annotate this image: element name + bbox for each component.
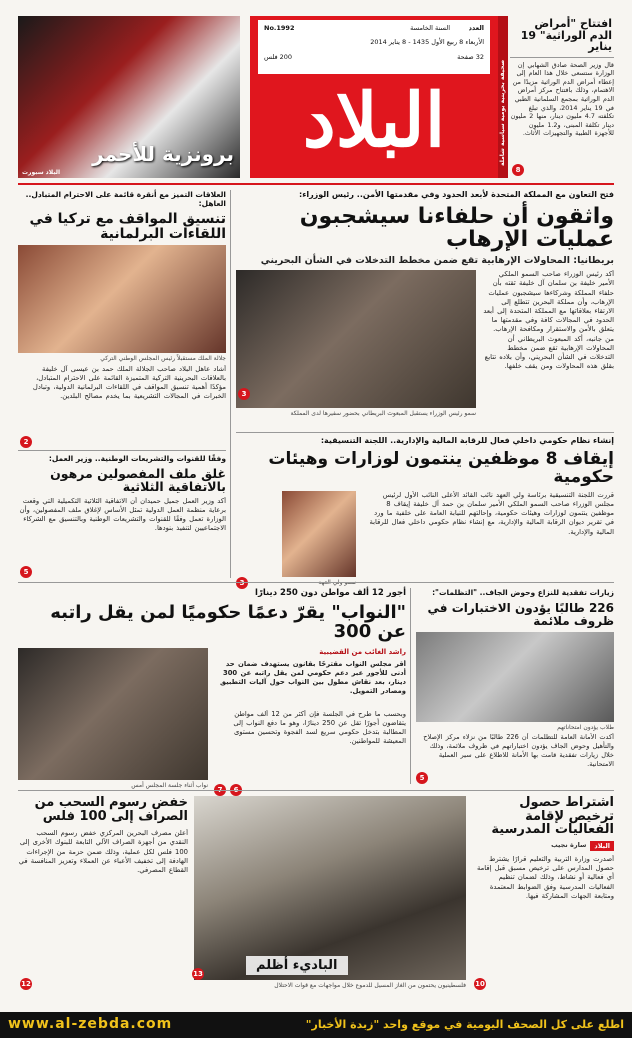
issue-date: الأربعاء 8 ربيع الأول 1435 - 8 يناير 2014 (370, 38, 484, 46)
school-events-source: البلاد (590, 841, 614, 851)
school-events-author: سارة نجيب (551, 840, 587, 849)
second-story-body: قررت اللجنة التنسيقية برئاسة ولي العهد نائب القائد الأعلى النائب الأول لرئيس مجلس الوزراء صاحب السمو الملكي الأمير سلمان بن حمد آل خليفة إيقاف 8 موظفين ينتمون لوزارات وهيئات حكومية، وإحالتهم للنيابة العامة على خلفية ما ورد في تقرير ديوان الرقابة المالية والإدارية، مع إنشاء نظام حكومي داخلي فعال للرقابة المالية والإدارية. (369, 490, 614, 536)
left-story-1-caption: جلالة الملك مستقبلاً رئيس المجلس الوطني التركي (100, 355, 226, 363)
lead-story-body: أكد رئيس الوزراء صاحب السمو الملكي الأمير خليفة بن سلمان آل خليفة ثقته بأن حلفاء المملكة وشركاءها سيشجبون عمليات الإرهاب، وأن مملكة البحرين تتطلع إلى الارتقاء بعلاقاتها مع المملكة المتحدة إلى أبعد الحدود في المجالات كافة وفي مقدمتها ما يتعلق بالأمن والاستقرار ومكافحة الإرهاب. من جانبه، أكد المبعوث البريطاني أن المحاولات الإرهابية تقع ضمن مخطط التدخلات في الشأن البحريني، وأن بلاده تتابع بقلق هذه المحاولات ومن يقف خلفها. (483, 270, 614, 371)
year-label: السنة الخامسة (410, 24, 450, 32)
parliament-story-headline: "النواب" يقرّ دعمًا حكوميًا لمن يقل راتبه عن 300 (50, 602, 406, 642)
sports-teaser-title: برونزية للأحمر (92, 142, 234, 166)
exam-story-page-badge[interactable]: 5 (416, 772, 428, 784)
exam-story-headline: 226 طالبًا يؤدون الاختبارات في ظروف ملائمة (427, 601, 614, 628)
page-count: 32 صفحة (457, 53, 484, 61)
footer-banner[interactable] (0, 1012, 632, 1038)
exam-story-caption: طلاب يؤدون امتحاناتهم (557, 724, 614, 732)
school-events-story[interactable] (472, 796, 614, 992)
top-teaser-headline: افتتاح "أمراض الدم الوراثية" 19 يناير (510, 16, 614, 58)
atm-fees-headline: خفض رسوم السحب من الصراف إلى 100 فلس (34, 795, 188, 824)
parliament-story[interactable] (18, 588, 406, 789)
school-events-body: أصدرت وزارة التربية والتعليم قرارًا يشترط حصول المدارس على ترخيص مسبق قبل إقامة أي فعالية أو نشاط، وذلك لضمان تنظيم الفعاليات المدرسية وفق الضوابط المعتمدة ومتابعة الجهات المشاركة فيها. (477, 854, 614, 900)
masthead-tagline: صحيفة بحرينية يومية سياسية شاملة (499, 59, 506, 166)
issue-label: العدد (468, 24, 484, 32)
atm-fees-story[interactable] (18, 796, 188, 992)
second-story-headline: إيقاف 8 موظفين ينتمون لوزارات وهيئات حكومية (268, 449, 614, 487)
second-story[interactable] (236, 436, 614, 578)
lead-story-subhead: بريطانيا: المحاولات الإرهابية تقع ضمن مخطط التدخلات في الشأن البحريني (260, 255, 614, 267)
photo-feature-image (194, 796, 466, 980)
school-events-headline: اشتراط حصول ترخيص لإقامة الفعاليات المدرسية (491, 795, 614, 838)
lead-story-headline: واثقون أن حلفاءنا سيشجبون عمليات الإرهاب (299, 204, 614, 253)
lead-story-caption: سمو رئيس الوزراء يستقبل المبعوث البريطاني بحضور سفيرها لدى المملكة (290, 410, 476, 418)
photo-feature-caption: فلسطينيون يحتمون من الغاز المسيل للدموع خلال مواجهات مع قوات الاحتلال (274, 982, 466, 989)
top-teaser[interactable] (510, 16, 614, 178)
sports-teaser-photo[interactable] (18, 16, 240, 178)
parliament-story-author: راشد الغائب من القضيبية (319, 647, 406, 656)
lead-story[interactable] (236, 190, 614, 430)
lead-story-page-badge[interactable]: 3 (238, 388, 250, 400)
masthead-logo-block[interactable] (250, 16, 498, 178)
parliament-story-caption: نواب أثناء جلسة المجلس أمس (131, 781, 208, 789)
parliament-story-lead: أقر مجلس النواب مقترحًا بقانون يستهدف ضمان حد أدنى للأجور عبر دعم حكومي لمن يقل راتبه عن 300 دينار، بعد نقاش مطول بين النواب حول آليات التطبيق ومصادر التمويل. (219, 659, 406, 696)
masthead-logo: البلاد (302, 78, 446, 164)
photo-feature-page-badge[interactable]: 13 (193, 970, 203, 978)
sports-teaser-label: البلاد سبورت (22, 169, 61, 176)
photo-feature-label: الباديء أظلم (246, 956, 348, 975)
top-teaser-body: قال وزير الصحة صادق الشهابي إن الوزارة ستسعى خلال هذا العام إلى إعطاء أمراض الدم الوراثية مزيدًا من الاهتمام، وذلك بافتتاح مركز أمراض الدم الوراثية بمجمع السلمانية الطبي في 19 يناير 2014، والذي تبلغ تكلفته 4.7 مليون دينار، منها 2 مليون دينار تكلفة المبنى، و1.2 مليون للأجهزة الطبية والتجهيزات الأثاث. (510, 60, 614, 138)
top-teaser-page-badge[interactable]: 8 (512, 164, 524, 176)
left-story-1-headline: تنسيق المواقف مع تركيا في اللقاءات البرلمانية (29, 211, 226, 242)
parliament-story-photo (18, 648, 208, 780)
second-story-kicker: إنشاء نظام حكومي داخلي فعال للرقابة المالية والإدارية.. اللجنة التنسيقية: (320, 436, 614, 445)
parliament-story-kicker: أجور 12 ألف مواطن دون 250 دينارًا (255, 588, 406, 598)
lead-story-photo (236, 270, 476, 408)
footer-url[interactable]: www.al-zebda.com (8, 1016, 173, 1032)
left-story-1-page-badge[interactable]: 2 (20, 436, 32, 448)
exam-story-body: أكدت الأمانة العامة للتظلمات أن 226 طالبًا من نزلاء مركز الإصلاح والتأهيل وحوض الجاف يؤدون اختباراتهم في ظروف ملائمة، وذلك خلال زيارات تفقدية قامت بها الأمانة للاطلاع على سير العملية الامتحانية. (423, 733, 614, 768)
atm-fees-body: أعلن مصرف البحرين المركزي خفض رسوم السحب النقدي من أجهزة الصراف الآلي التابعة للبنوك الأخرى إلى 100 فلس لكل عملية، وذلك ضمن حزمة من الإجراءات الهادفة إلى تخفيف الأعباء عن العملاء وتعزيز المنافسة في القطاع المصرفي. (18, 829, 188, 875)
left-story-1-kicker: العلاقات التميز مع أنقرة قائمة على الاحترام المتبادل.. العاهل: (25, 190, 226, 208)
left-story-2-headline: غلق ملف المفصولين مرهون بالاتفاقية الثلاثية (50, 466, 226, 495)
column-divider-2 (410, 588, 411, 784)
column-divider (230, 190, 231, 578)
exam-story-photo (416, 632, 614, 722)
exam-story[interactable] (416, 588, 614, 784)
left-story-2-kicker: وفقًا للقنوات والتشريعات الوطنية.. وزير العمل: (48, 454, 226, 463)
issue-price: 200 فلس (264, 53, 293, 61)
left-story-2-body: أكد وزير العمل جميل حميدان أن الاتفاقية الثلاثية التكميلية التي وقعت برعاية منظمة العمل الدولية تمثل الأساس لإغلاق ملف المفصولين، وأن الوزارة تعمل وفقًا للقنوات والتشريعات الوطنية وبالتنسيق مع الشركاء الاجتماعيين لتنفيذ بنودها. (19, 497, 226, 533)
left-story-turkey[interactable] (18, 190, 226, 448)
masthead-tagline-strip (498, 16, 508, 178)
masthead-divider (18, 183, 614, 185)
lower-divider (18, 790, 614, 791)
left-story-1-body: أشاد عاهل البلاد صاحب الجلالة الملك حمد بن عيسى آل خليفة بالعلاقات البحرينية التركية المتميزة القائمة على الاحترام المتبادل، مؤكدًا أهمية تنسيق المواقف في اللقاءات البرلمانية الدولية، وتبادل الخبرات في المجالات التشريعية بما يخدم مصالح البلدين. (32, 365, 226, 401)
left-story-1-photo (18, 245, 226, 353)
left-story-2-page-badge[interactable]: 5 (20, 566, 32, 578)
masthead-info-panel (258, 20, 490, 74)
photo-feature[interactable] (194, 796, 466, 992)
parliament-story-body: وبحسب ما طرح في الجلسة فإن أكثر من 12 ألف مواطن يتقاضون أجورًا تقل عن 250 دينارًا، وهو ما دفع النواب إلى المطالبة بتدخل حكومي سريع لسد الفجوة وتحسين مستوى المعيشة للمواطنين. (233, 709, 406, 746)
left-divider-1 (18, 450, 226, 451)
left-story-labor[interactable] (18, 454, 226, 578)
exam-story-kicker: زيارات تفقدية للنزاع وحوض الجاف.. "التظلمات": (432, 588, 614, 597)
lead-story-kicker: فتح التعاون مع المملكة المتحدة لأبعد الحدود وفي مقدمتها الأمن.. رئيس الوزراء: (299, 190, 614, 199)
second-story-photo (282, 491, 356, 577)
atm-fees-page-badge[interactable]: 12 (21, 980, 31, 988)
mid-divider (18, 582, 614, 583)
lead-divider (236, 432, 614, 433)
footer-slogan: اطلع على كل الصحف اليومية في موقع واحد "زبدة الأخبار" (305, 1018, 624, 1031)
issue-number: No.1992 (264, 24, 295, 32)
school-events-page-badge[interactable]: 10 (475, 980, 485, 988)
